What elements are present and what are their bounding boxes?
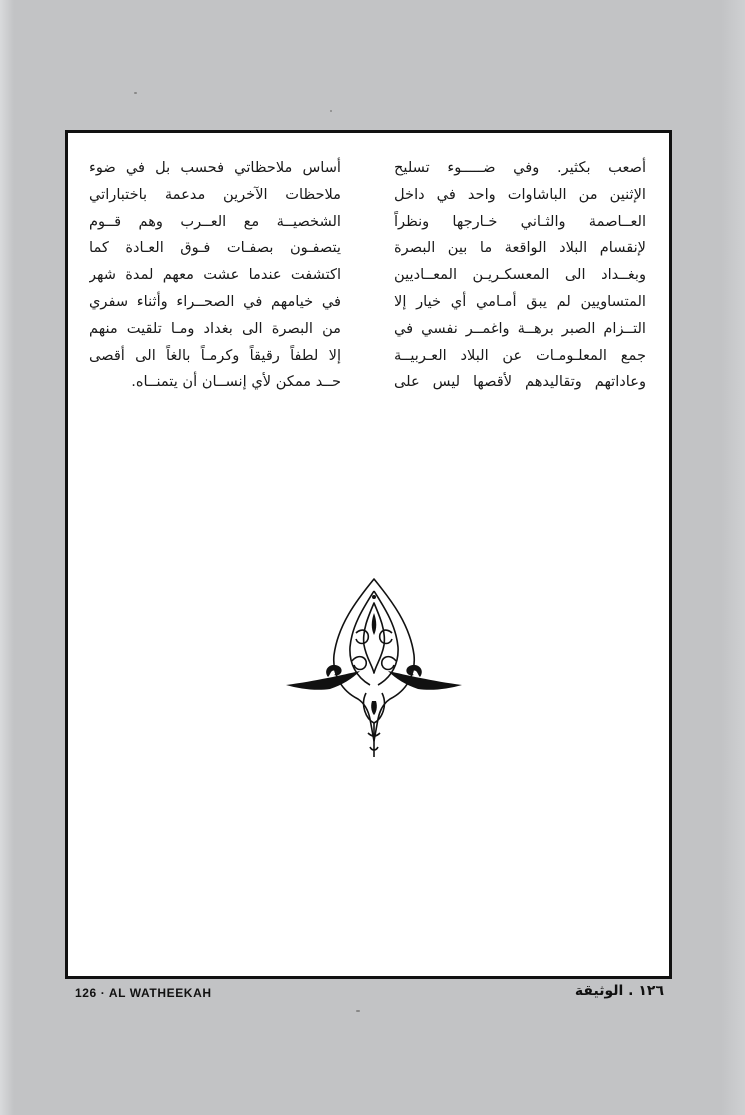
text-line: ملاحظات الآخرين مدعمة باختباراتي <box>89 185 341 203</box>
scan-speck <box>134 92 137 94</box>
text-line: المتساويين لم يبق أمـامي أي خيار إلا <box>394 292 646 310</box>
text-line: جمع المعلـومـات عن البلاد العـربيــة <box>394 346 646 364</box>
text-line: حــد ممكن لأي إنســان أن يتمنــاه. <box>131 373 341 391</box>
arabesque-ornament-icon <box>286 573 462 763</box>
text-line: العــاصمة والثـاني خـارجها ونظراً <box>394 212 646 230</box>
text-line: وبغــداد الى المعسكـريـن المعــاديين <box>394 266 646 284</box>
text-line: التــزام الصبر برهــة واغمــر نفسي في <box>394 319 646 337</box>
text-column-right <box>394 155 646 396</box>
footer-page-label-arabic: ١٢٦ . الوثيقة <box>574 983 664 999</box>
text-column-left <box>89 155 341 396</box>
scan-speck <box>330 110 332 112</box>
page-edge-right <box>721 0 745 1115</box>
footer-page-label-english: 126 · AL WATHEEKAH <box>75 986 212 1000</box>
text-line: لإنقسام البلاد الواقعة ما بين البصرة <box>394 239 646 257</box>
text-line: يتصفـون بصفـات فـوق العـادة كما <box>89 239 341 257</box>
page-footer <box>65 984 672 1004</box>
text-line: أصعب بكثير. وفي ضـــــوء تسليح <box>394 159 646 176</box>
page-edge-left <box>0 0 14 1115</box>
document-frame <box>65 130 672 979</box>
text-line: إلا لطفاً رقيقاً وكرمـاً بالغاً الى أقصى <box>89 346 341 364</box>
scan-speck <box>356 1010 360 1012</box>
text-line: من البصرة الى بغداد ومـا تلقيت منهم <box>89 319 341 337</box>
text-line: وعاداتهم وتقاليدهم لأقصها ليس على <box>394 373 646 391</box>
text-line: الإثنين من الباشاوات واحد في داخل <box>394 185 646 203</box>
text-line: الشخصيــة مع العــرب وهم قــوم <box>89 212 341 230</box>
text-line: اكتشفت عندما عشت معهم لمدة شهر <box>89 266 341 284</box>
text-line: أساس ملاحظاتي فحسب بل في ضوء <box>89 159 341 176</box>
text-line: في خيامهم في الصحــراء وأثناء سفري <box>89 292 341 310</box>
